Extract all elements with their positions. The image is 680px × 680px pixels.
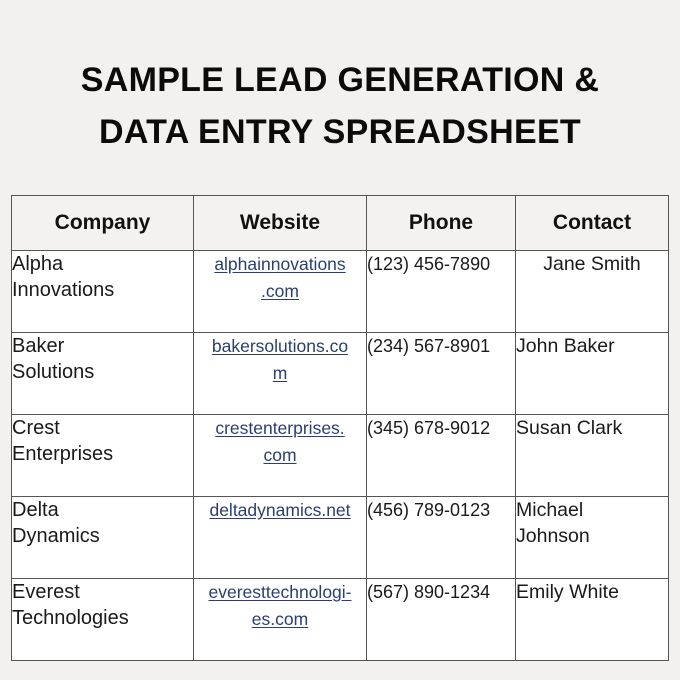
column-header-company: Company — [12, 196, 194, 251]
website-link-part: bakersolutions.co — [211, 336, 349, 356]
table-row — [12, 251, 669, 333]
contact-name-line: Jane Smith — [543, 253, 641, 275]
website-link[interactable] — [215, 418, 344, 465]
phone-cell: (345) 678-9012 — [367, 415, 516, 497]
contact-cell — [516, 579, 669, 661]
column-header-contact: Contact — [516, 196, 669, 251]
website-cell — [194, 497, 367, 579]
website-link[interactable] — [209, 500, 350, 520]
contact-name-line: Emily White — [516, 581, 619, 603]
website-link[interactable] — [214, 254, 345, 301]
website-cell — [194, 579, 367, 661]
company-cell — [12, 251, 194, 333]
contact-cell — [516, 497, 669, 579]
phone-cell: (123) 456-7890 — [367, 251, 516, 333]
website-link-part: es.com — [251, 609, 309, 629]
page-title — [0, 54, 680, 158]
website-cell — [194, 415, 367, 497]
phone-cell: (456) 789-0123 — [367, 497, 516, 579]
column-header-website: Website — [194, 196, 367, 251]
website-link-part: com — [263, 445, 297, 465]
contact-cell — [516, 251, 669, 333]
table-row — [12, 497, 669, 579]
contact-name-line: John Baker — [516, 335, 615, 357]
contact-name-line: Michael — [516, 499, 584, 521]
table-row — [12, 333, 669, 415]
website-cell — [194, 251, 367, 333]
company-name-line: Enterprises — [12, 443, 114, 465]
website-link-part: crestenterprises. — [215, 418, 345, 438]
website-link-part: .com — [261, 281, 299, 301]
company-cell — [12, 579, 194, 661]
website-link[interactable] — [212, 336, 348, 383]
company-cell — [12, 497, 194, 579]
website-link[interactable] — [209, 582, 352, 629]
company-name-line: Delta — [12, 499, 59, 521]
phone-cell: (234) 567-8901 — [367, 333, 516, 415]
company-cell — [12, 415, 194, 497]
table-row — [12, 579, 669, 661]
website-link-part: deltadynamics.net — [209, 500, 351, 520]
company-name-line: Baker — [12, 335, 65, 357]
title-line-2: DATA ENTRY SPREADSHEET — [98, 113, 582, 151]
company-name-line: Innovations — [12, 279, 115, 301]
company-name-line: Crest — [12, 417, 60, 439]
header-row — [12, 196, 669, 251]
website-link-part: everesttechnologi- — [208, 582, 352, 602]
contact-cell — [516, 333, 669, 415]
company-name-line: Solutions — [12, 361, 95, 383]
company-name-line: Dynamics — [12, 525, 100, 547]
contact-cell — [516, 415, 669, 497]
contact-name-line: Susan Clark — [516, 417, 623, 439]
company-cell — [12, 333, 194, 415]
title-line-1: SAMPLE LEAD GENERATION & — [80, 61, 600, 99]
phone-cell: (567) 890-1234 — [367, 579, 516, 661]
website-link-part: alphainnovations — [214, 254, 346, 274]
website-cell — [194, 333, 367, 415]
company-name-line: Technologies — [12, 607, 129, 629]
lead-spreadsheet-table — [11, 195, 669, 661]
company-name-line: Everest — [12, 581, 80, 603]
column-header-phone: Phone — [367, 196, 516, 251]
website-link-part: m — [272, 363, 288, 383]
contact-name-line: Johnson — [516, 525, 590, 547]
table-row — [12, 415, 669, 497]
company-name-line: Alpha — [12, 253, 64, 275]
